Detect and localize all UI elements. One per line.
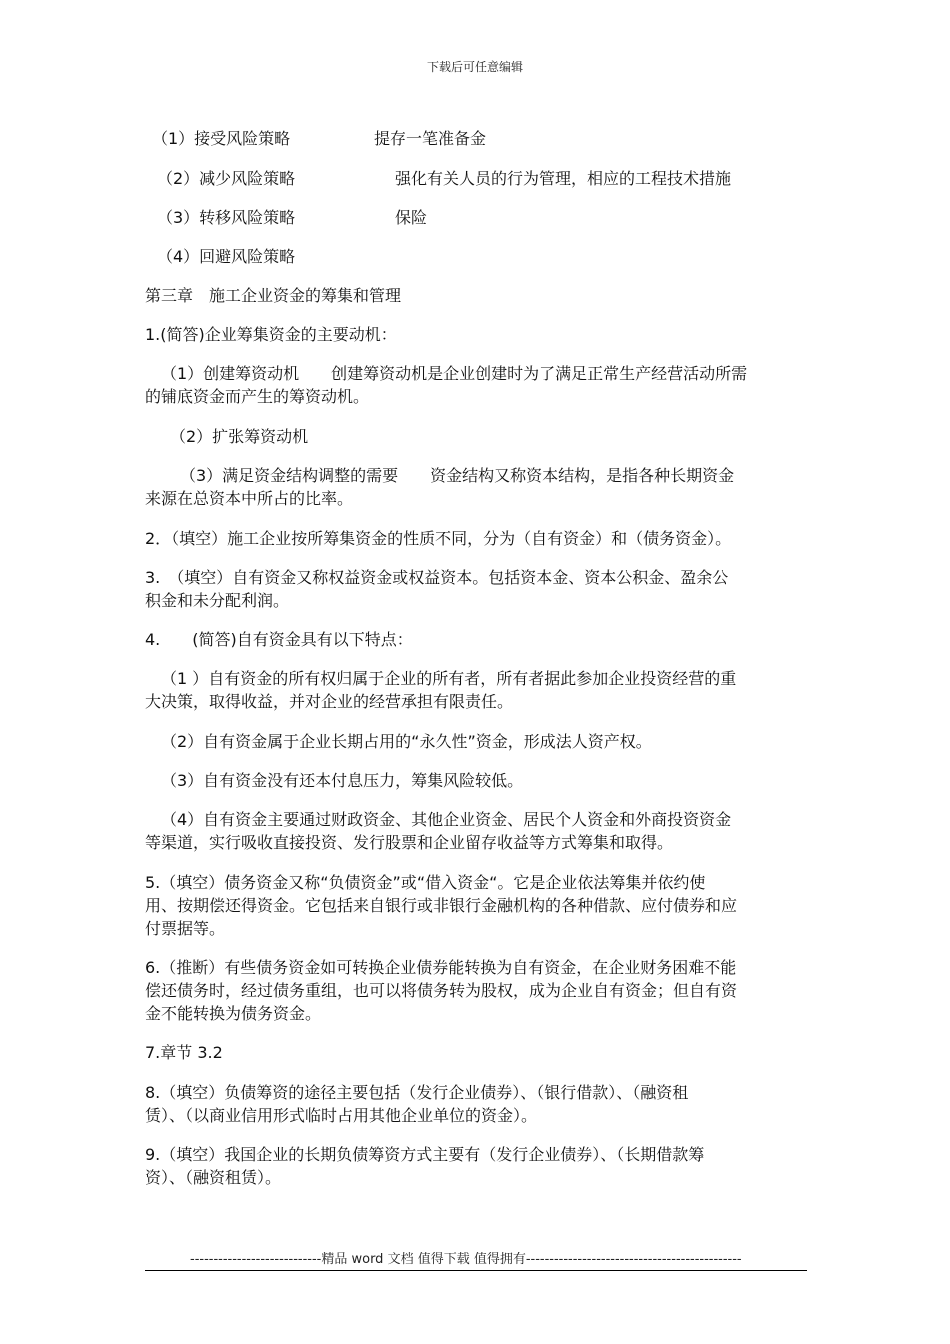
q4-item4-line1: （4）自有资金主要通过财政资金、其他企业资金、居民个人资金和外商投资资金 xyxy=(161,810,732,829)
q1-item1-line2: 的铺底资金而产生的筹资动机。 xyxy=(145,387,370,406)
strategy-4-label: （4）回避风险策略 xyxy=(157,247,296,266)
q5-line2: 用、按期偿还得资金。它包括来自银行或非银行金融机构的各种借款、应付债券和应 xyxy=(145,896,738,915)
q3-line2: 积金和未分配利润。 xyxy=(145,591,290,610)
strategy-1-desc: 提存一笔准备金 xyxy=(374,129,487,148)
page-footer: ----------------------------精品 word 文档 值得下载 值得拥有---------------------------------------------- xyxy=(190,1252,742,1267)
q6-line3: 金不能转换为债务资金。 xyxy=(145,1004,322,1023)
q6-line2: 偿还债务时，经过债务重组，也可以将债务转为股权，成为企业自有资金；但自有资 xyxy=(145,981,738,1000)
strategy-3-label: （3）转移风险策略 xyxy=(157,208,296,227)
q1-title: 1.(简答)企业筹集资金的主要动机： xyxy=(145,325,397,344)
q8-line1: 8.（填空）负债筹资的途径主要包括（发行企业债券）、（银行借款）、（融资租 xyxy=(145,1083,689,1102)
q4-item2: （2）自有资金属于企业长期占用的“永久性”资金，形成法人资产权。 xyxy=(161,732,652,751)
q8-line2: 赁）、（以商业信用形式临时占用其他企业单位的资金）。 xyxy=(145,1106,538,1125)
chapter-title: 第三章 施工企业资金的筹集和管理 xyxy=(145,286,402,305)
footer-rule xyxy=(145,1270,807,1271)
q1-item3-line1: （3）满足资金结构调整的需要 资金结构又称资本结构，是指各种长期资金 xyxy=(180,466,735,485)
q4-title: 4. (简答)自有资金具有以下特点： xyxy=(145,630,413,649)
q4-item1-line2: 大决策，取得收益，并对企业的经营承担有限责任。 xyxy=(145,692,514,711)
q1-item2: （2）扩张筹资动机 xyxy=(170,427,309,446)
q7: 7.章节 3.2 xyxy=(145,1043,223,1062)
strategy-2-label: （2）减少风险策略 xyxy=(157,169,296,188)
q4-item4-line2: 等渠道，实行吸收直接投资、发行股票和企业留存收益等方式筹集和取得。 xyxy=(145,833,674,852)
q5-line3: 付票据等。 xyxy=(145,919,226,938)
q6-line1: 6.（推断）有些债务资金如可转换企业债券能转换为自有资金，在企业财务困难不能 xyxy=(145,958,737,977)
q9-line1: 9.（填空）我国企业的长期负债筹资方式主要有（发行企业债券）、（长期借款筹 xyxy=(145,1145,705,1164)
q9-line2: 资）、（融资租赁）。 xyxy=(145,1168,282,1187)
page-header: 下载后可任意编辑 xyxy=(426,60,523,74)
q4-item3: （3）自有资金没有还本付息压力，筹集风险较低。 xyxy=(161,771,524,790)
q1-item3-line2: 来源在总资本中所占的比率。 xyxy=(145,489,354,508)
q3-line1: 3. （填空）自有资金又称权益资金或权益资本。包括资本金、资本公积金、盈余公 xyxy=(145,568,729,587)
strategy-3-desc: 保险 xyxy=(395,208,428,227)
q5-line1: 5.（填空）债务资金又称“负债资金”或“借入资金“。它是企业依法筹集并依约使 xyxy=(145,873,706,892)
q4-item1-line1: （1 ）自有资金的所有权归属于企业的所有者，所有者据此参加企业投资经营的重 xyxy=(161,669,737,688)
strategy-2-desc: 强化有关人员的行为管理，相应的工程技术措施 xyxy=(395,169,732,188)
q1-item1-line1: （1）创建筹资动机 创建筹资动机是企业创建时为了满足正常生产经营活动所需 xyxy=(161,364,748,383)
q2: 2．（填空）施工企业按所筹集资金的性质不同，分为（自有资金）和（债务资金）。 xyxy=(145,529,732,548)
strategy-1-label: （1）接受风险策略 xyxy=(152,129,291,148)
